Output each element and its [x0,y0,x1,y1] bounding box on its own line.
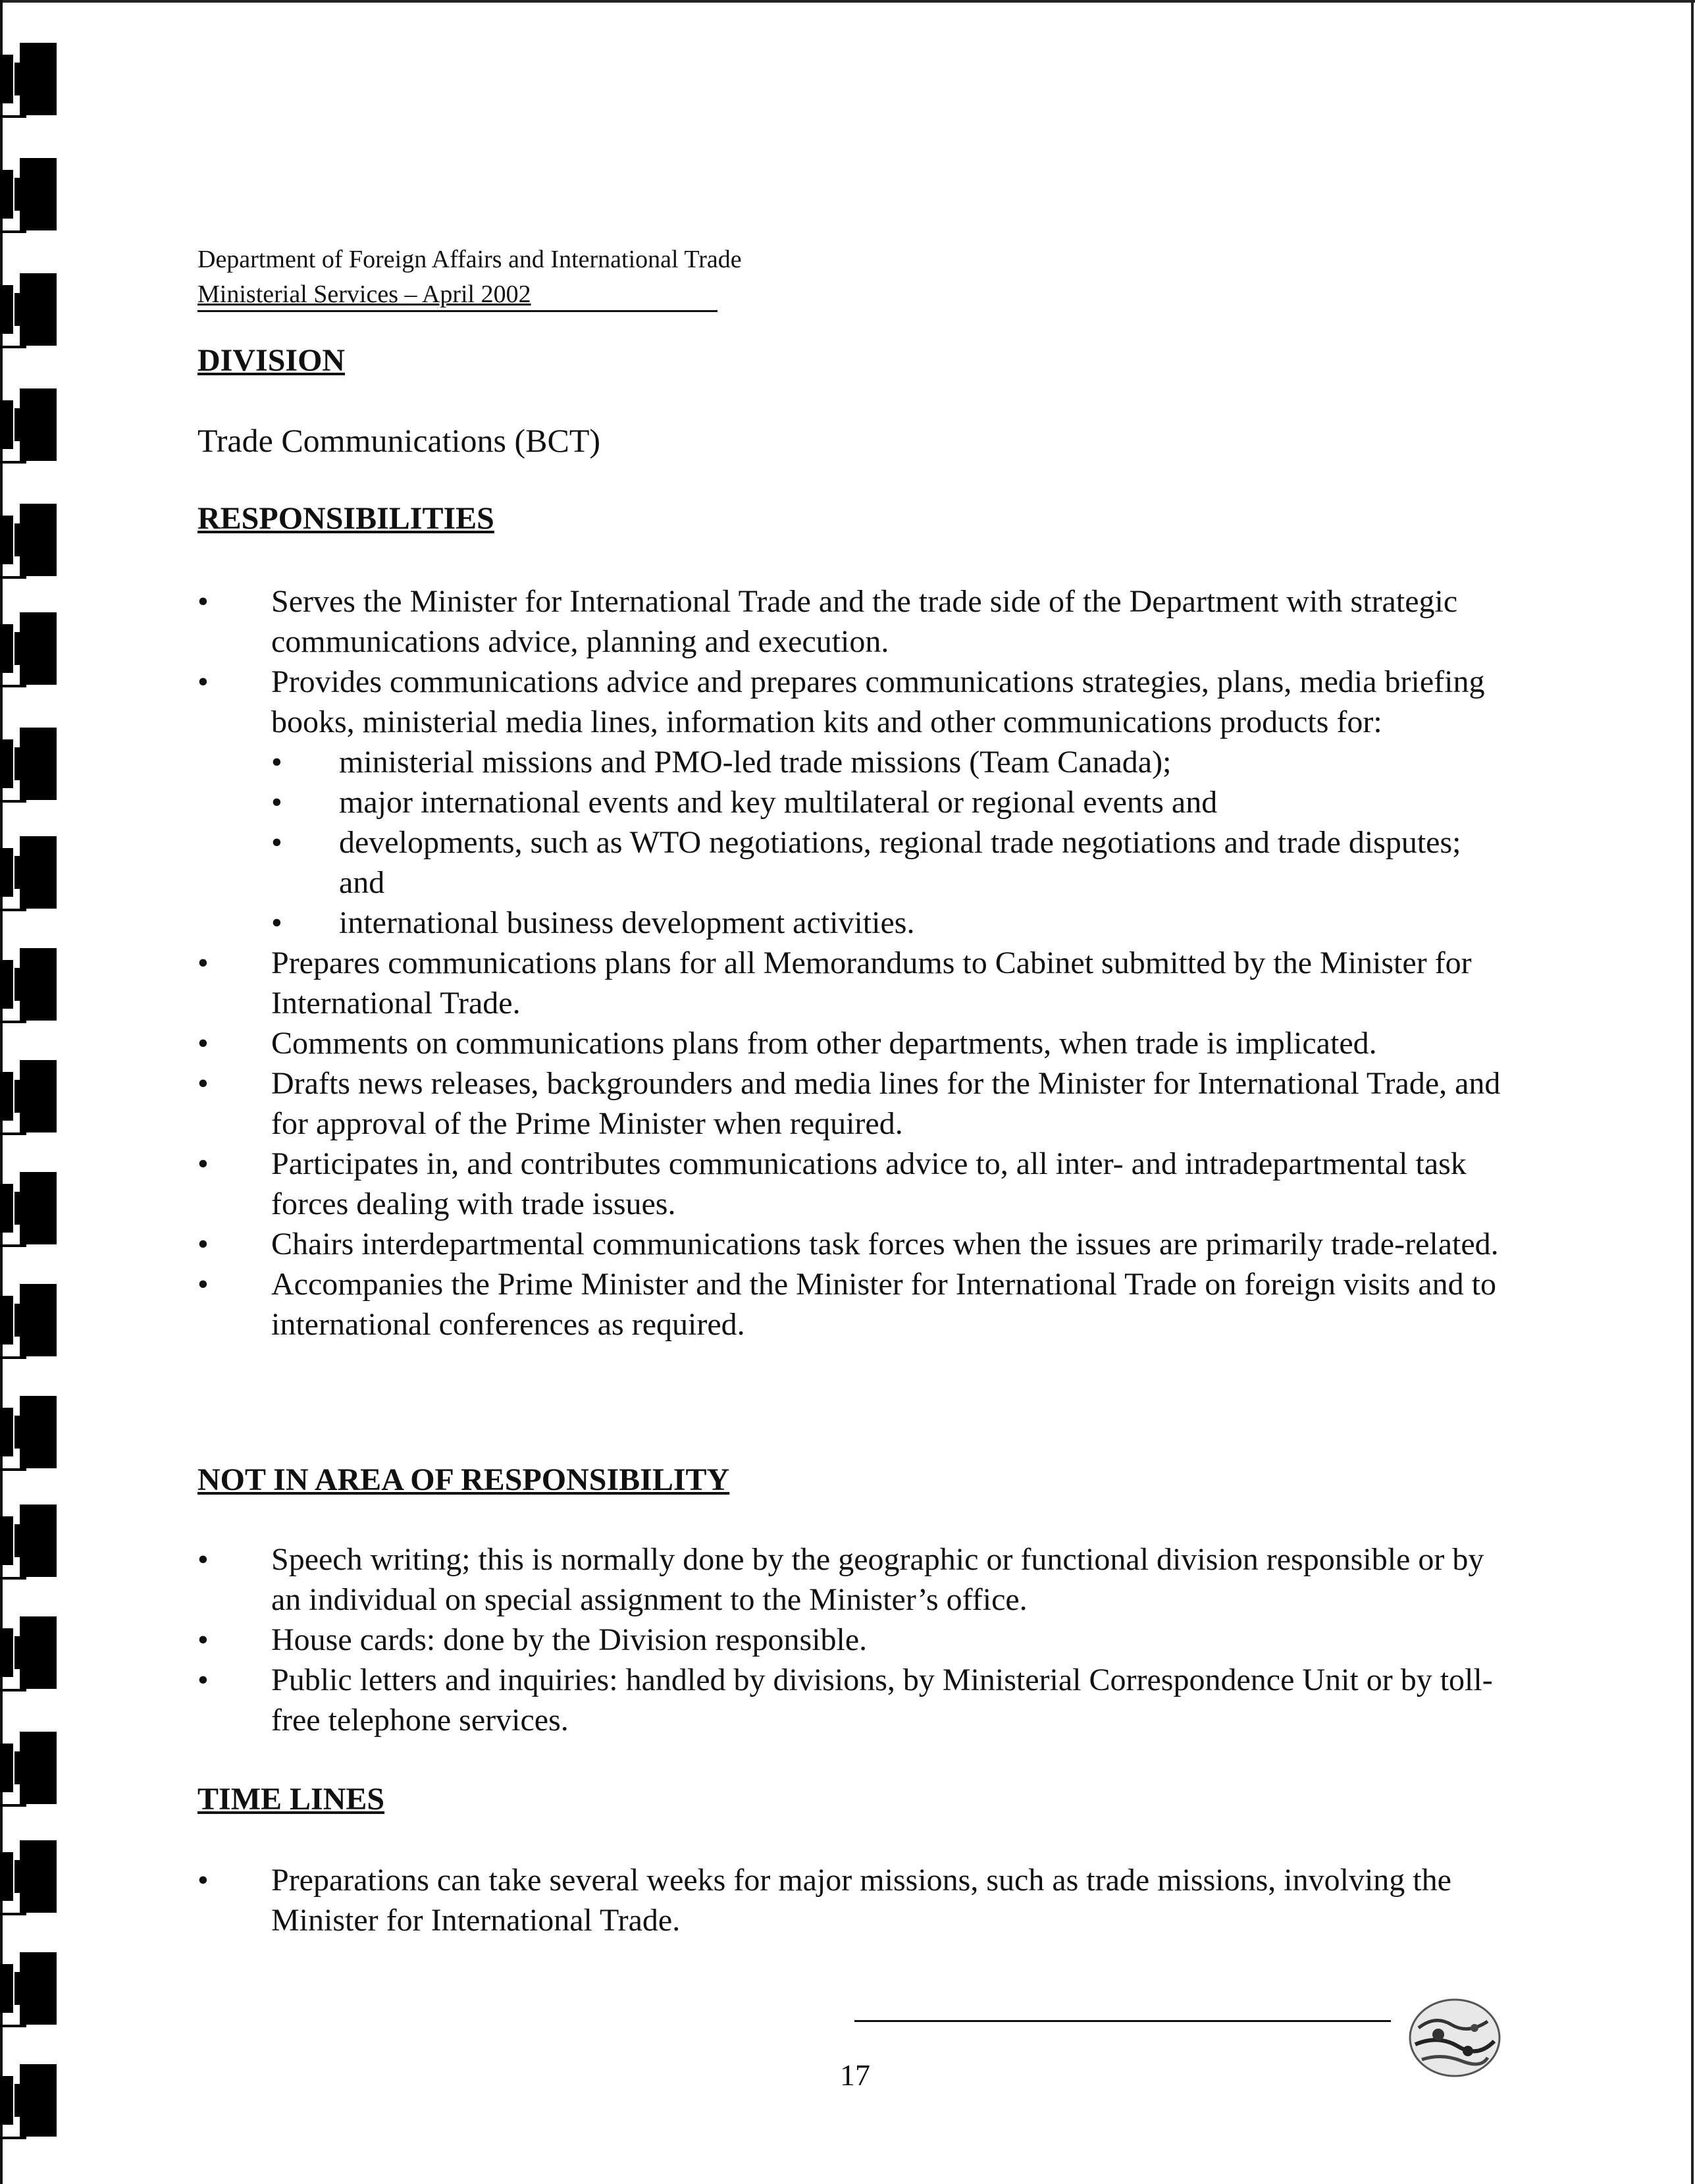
list-item [197,1023,1514,1063]
list-item [197,662,1514,742]
bullet-icon: • [197,1227,209,1262]
list-item-text: Chairs interdepartmental communications task forces when the issues are primarily trade-related. [271,1227,1499,1262]
sub-list-item [197,742,1514,782]
bullet-icon: • [197,1542,209,1577]
list-item-text: Provides communications advice and prepares communications strategies, plans, media briefing books, ministerial media lines, information kits and other communications products for: [271,664,1485,739]
sub-list-item-text: international business development activities. [339,905,915,940]
bullet-icon: • [197,946,209,980]
bullet-icon: • [197,1863,209,1898]
sub-list-item [197,822,1514,903]
bullet-icon: • [197,1146,209,1181]
bullet-icon: • [197,664,209,699]
bullet-icon: • [271,905,282,940]
sub-list-item-text: developments, such as WTO negotiations, regional trade negotiations and trade disputes; and [339,825,1461,900]
sub-list-item-text: ministerial missions and PMO-led trade missions (Team Canada); [339,745,1172,780]
globe-seal-icon [1405,1995,1504,2081]
bullet-icon: • [271,825,282,860]
time-lines-heading: TIME LINES [197,1782,385,1817]
list-item [197,581,1514,662]
division-name: Trade Communications (BCT) [197,422,601,459]
bullet-icon: • [197,1622,209,1657]
bullet-icon: • [197,1026,209,1061]
list-item [197,1620,1514,1660]
bullet-icon: • [197,1663,209,1697]
footer-rule [854,2020,1391,2022]
list-item [197,1224,1514,1264]
division-heading: DIVISION [197,343,346,378]
list-item [197,1063,1514,1144]
page-number: 17 [840,2058,870,2092]
bullet-icon: • [197,1267,209,1302]
not-responsible-heading: NOT IN AREA OF RESPONSIBILITY [197,1462,730,1497]
bullet-icon: • [197,584,209,619]
list-item-text: Drafts news releases, backgrounders and media lines for the Minister for International Trade, and for approval of the Prime Minister when required. [271,1066,1501,1141]
header-organization: Department of Foreign Affairs and International Trade [197,246,742,273]
list-item [197,943,1514,1023]
not-responsible-list [197,1539,1514,1740]
list-item-text: Accompanies the Prime Minister and the Minister for International Trade on foreign visits and to international conferences as required. [271,1267,1496,1342]
list-item-text: Preparations can take several weeks for major missions, such as trade missions, involving the Minister for International Trade. [271,1863,1451,1938]
list-item-text: Public letters and inquiries: handled by divisions, by Ministerial Correspondence Unit or by toll-free telephone services. [271,1663,1493,1738]
sub-list-item [197,782,1514,822]
list-item-text: Participates in, and contributes communications advice to, all inter- and intradepartmental task forces dealing with trade issues. [271,1146,1467,1221]
list-item-text: Comments on communications plans from other departments, when trade is implicated. [271,1026,1377,1061]
list-item-text: Serves the Minister for International Trade and the trade side of the Department with strategic communications advice, planning and execution. [271,584,1458,659]
sub-list-item [197,903,1514,943]
bullet-icon: • [271,745,282,780]
list-item-text: House cards: done by the Division responsible. [271,1622,868,1657]
header-section-date [197,280,717,312]
list-item [197,1144,1514,1224]
responsibilities-list [197,581,1514,1345]
list-item [197,1660,1514,1740]
header-section-date-text: Ministerial Services – April 2002 [197,280,531,308]
time-lines-list [197,1860,1514,1940]
list-item [197,1264,1514,1345]
list-item [197,1860,1514,1940]
sub-list-item-text: major international events and key multilateral or regional events and [339,785,1218,820]
bullet-icon: • [271,785,282,820]
bullet-icon: • [197,1066,209,1101]
responsibilities-heading: RESPONSIBILITIES [197,501,494,536]
list-item-text: Speech writing; this is normally done by the geographic or functional division responsible or by an individual on special assignment to the Minister’s office. [271,1542,1484,1617]
list-item [197,1539,1514,1620]
list-item-text: Prepares communications plans for all Memorandums to Cabinet submitted by the Minister for International Trade. [271,946,1472,1021]
